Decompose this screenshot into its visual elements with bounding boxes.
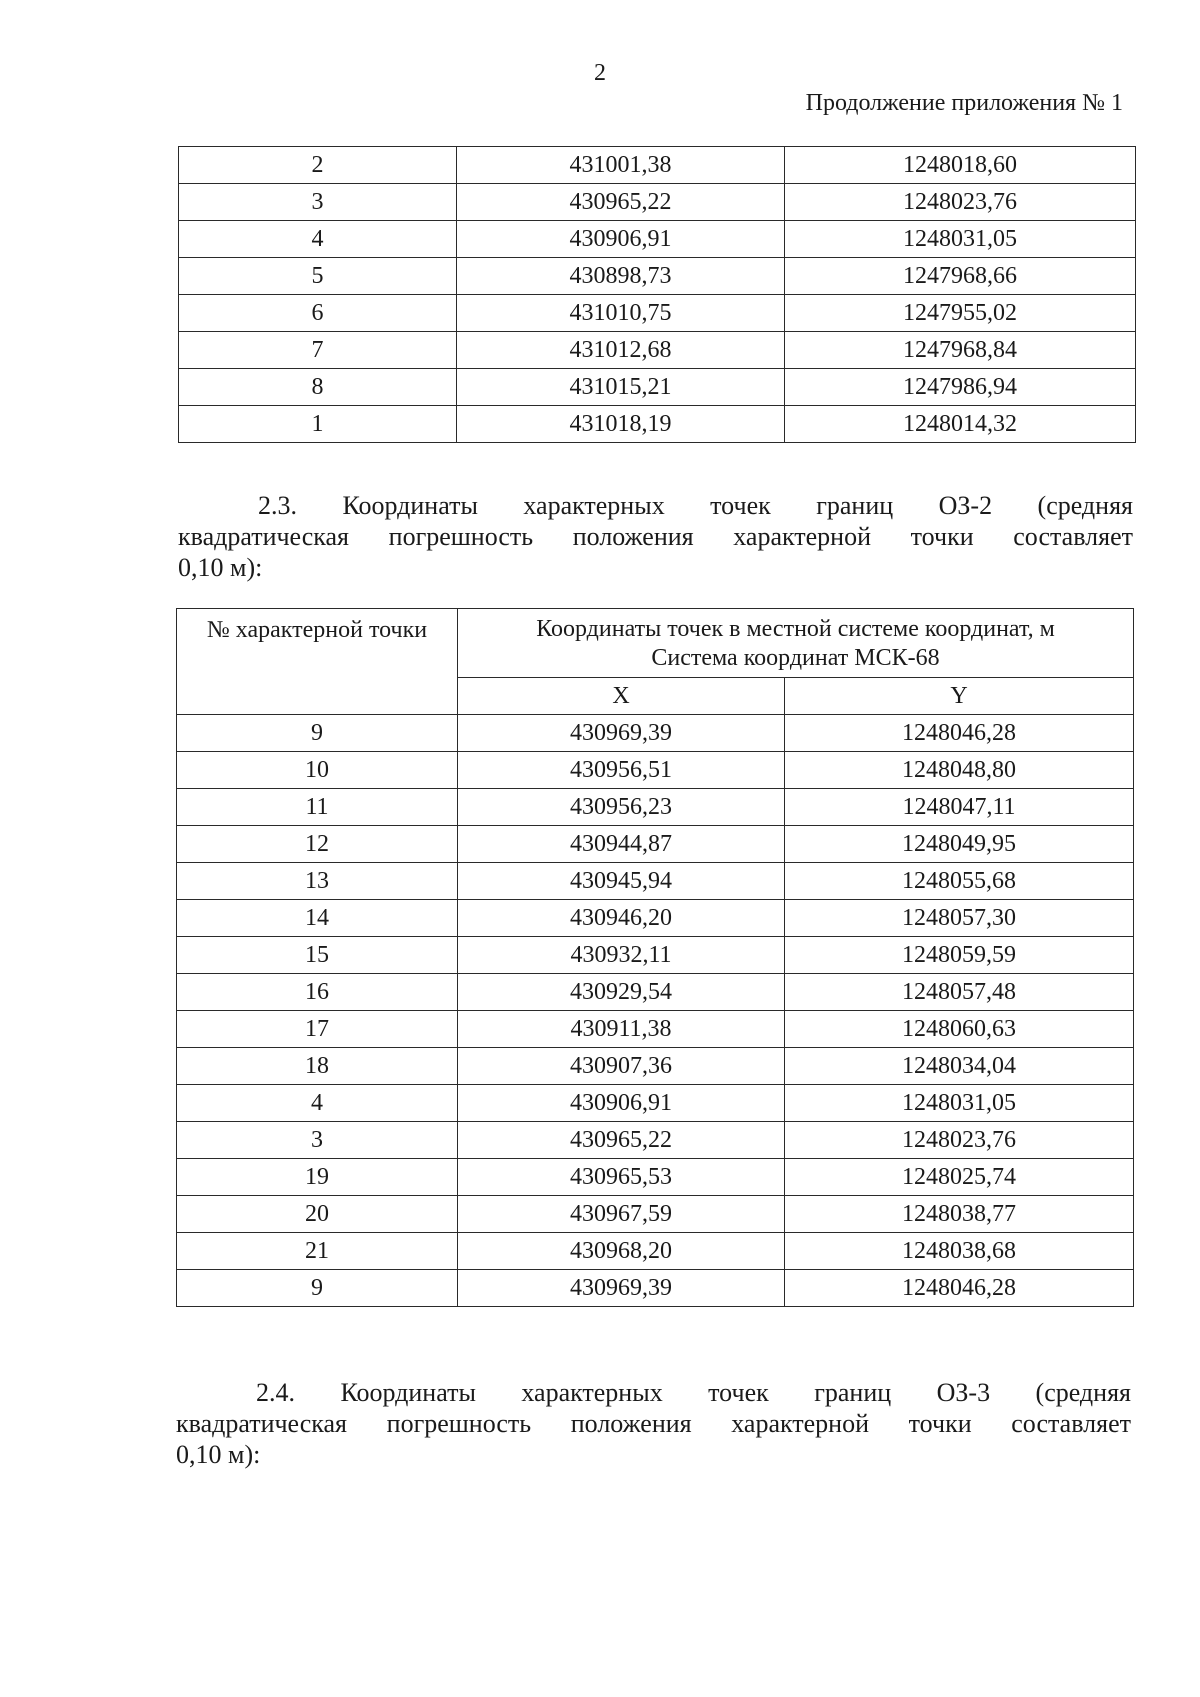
y-coordinate-cell: 1248023,76 (785, 1122, 1134, 1159)
x-coordinate-cell: 431015,21 (457, 369, 785, 406)
point-number-cell: 16 (177, 974, 458, 1011)
header-y: Y (785, 678, 1134, 715)
x-coordinate-cell: 431010,75 (457, 295, 785, 332)
point-number-cell: 15 (177, 937, 458, 974)
point-number-cell: 12 (177, 826, 458, 863)
point-number-cell: 20 (177, 1196, 458, 1233)
coordinates-table-oz1-body (179, 147, 1136, 443)
table-row (177, 863, 1134, 900)
point-number-cell: 4 (179, 221, 457, 258)
table-row (177, 937, 1134, 974)
x-coordinate-cell: 430907,36 (458, 1048, 785, 1085)
x-coordinate-cell: 430956,23 (458, 789, 785, 826)
y-coordinate-cell: 1248048,80 (785, 752, 1134, 789)
point-number-cell: 2 (179, 147, 457, 184)
point-number-cell: 5 (179, 258, 457, 295)
point-number-cell: 10 (177, 752, 458, 789)
table-row (177, 1122, 1134, 1159)
y-coordinate-cell: 1248031,05 (785, 221, 1136, 258)
table-row (177, 1196, 1134, 1233)
y-coordinate-cell: 1248057,30 (785, 900, 1134, 937)
header-x: X (458, 678, 785, 715)
table-row (177, 1159, 1134, 1196)
table-row (177, 1233, 1134, 1270)
table-row (179, 184, 1136, 221)
y-coordinate-cell: 1248038,68 (785, 1233, 1134, 1270)
y-coordinate-cell: 1248018,60 (785, 147, 1136, 184)
header-point-number: № характерной точки (177, 609, 458, 715)
section-2-4-line: 0,10 м): (176, 1440, 261, 1469)
table-row (179, 147, 1136, 184)
point-number-cell: 19 (177, 1159, 458, 1196)
point-number-cell: 4 (177, 1085, 458, 1122)
y-coordinate-cell: 1248046,28 (785, 715, 1134, 752)
point-number-cell: 6 (179, 295, 457, 332)
y-coordinate-cell: 1248034,04 (785, 1048, 1134, 1085)
y-coordinate-cell: 1248047,11 (785, 789, 1134, 826)
point-number-cell: 7 (179, 332, 457, 369)
x-coordinate-cell: 430944,87 (458, 826, 785, 863)
section-2-3-line: 0,10 м): (178, 553, 263, 582)
y-coordinate-cell: 1247968,84 (785, 332, 1136, 369)
y-coordinate-cell: 1248014,32 (785, 406, 1136, 443)
section-2-4-line: 2.4. Координаты характерных точек границ ОЗ-3 (средняя (256, 1378, 1131, 1407)
point-number-cell: 8 (179, 369, 457, 406)
table-row (179, 295, 1136, 332)
x-coordinate-cell: 430932,11 (458, 937, 785, 974)
header-coordinates-line2: Система координат МСК-68 (651, 645, 940, 671)
y-coordinate-cell: 1248031,05 (785, 1085, 1134, 1122)
appendix-caption: Продолжение приложения № 1 (805, 90, 1123, 116)
x-coordinate-cell: 430945,94 (458, 863, 785, 900)
point-number-cell: 11 (177, 789, 458, 826)
point-number-cell: 21 (177, 1233, 458, 1270)
table-row (179, 369, 1136, 406)
x-coordinate-cell: 430929,54 (458, 974, 785, 1011)
x-coordinate-cell: 431012,68 (457, 332, 785, 369)
point-number-cell: 17 (177, 1011, 458, 1048)
table-row (179, 221, 1136, 258)
y-coordinate-cell: 1247955,02 (785, 295, 1136, 332)
section-2-3-line: квадратическая погрешность положения характерной точки составляет (178, 522, 1133, 551)
header-coordinates-line1: Координаты точек в местной системе координат, м (536, 616, 1055, 642)
x-coordinate-cell: 430967,59 (458, 1196, 785, 1233)
y-coordinate-cell: 1248059,59 (785, 937, 1134, 974)
x-coordinate-cell: 430969,39 (458, 715, 785, 752)
table-row (177, 789, 1134, 826)
table-row (177, 826, 1134, 863)
x-coordinate-cell: 430968,20 (458, 1233, 785, 1270)
section-2-4-paragraph (176, 1377, 1131, 1470)
table-row (179, 332, 1136, 369)
y-coordinate-cell: 1248055,68 (785, 863, 1134, 900)
coordinates-table-oz2-body (177, 715, 1134, 1307)
y-coordinate-cell: 1248057,48 (785, 974, 1134, 1011)
table-row (177, 1085, 1134, 1122)
y-coordinate-cell: 1248049,95 (785, 826, 1134, 863)
y-coordinate-cell: 1247986,94 (785, 369, 1136, 406)
x-coordinate-cell: 430906,91 (457, 221, 785, 258)
table-row (177, 1270, 1134, 1307)
point-number-cell: 3 (177, 1122, 458, 1159)
table-row (177, 752, 1134, 789)
y-coordinate-cell: 1248025,74 (785, 1159, 1134, 1196)
y-coordinate-cell: 1248023,76 (785, 184, 1136, 221)
table-row (177, 900, 1134, 937)
point-number-cell: 9 (177, 715, 458, 752)
page-number: 2 (594, 60, 606, 86)
x-coordinate-cell: 430965,22 (457, 184, 785, 221)
x-coordinate-cell: 431018,19 (457, 406, 785, 443)
point-number-cell: 18 (177, 1048, 458, 1085)
x-coordinate-cell: 430956,51 (458, 752, 785, 789)
x-coordinate-cell: 430911,38 (458, 1011, 785, 1048)
x-coordinate-cell: 430965,53 (458, 1159, 785, 1196)
point-number-cell: 9 (177, 1270, 458, 1307)
section-2-3-paragraph (178, 490, 1133, 583)
table-row (179, 258, 1136, 295)
point-number-cell: 1 (179, 406, 457, 443)
x-coordinate-cell: 430965,22 (458, 1122, 785, 1159)
y-coordinate-cell: 1248046,28 (785, 1270, 1134, 1307)
point-number-cell: 13 (177, 863, 458, 900)
point-number-cell: 14 (177, 900, 458, 937)
x-coordinate-cell: 430898,73 (457, 258, 785, 295)
table-row (177, 1048, 1134, 1085)
x-coordinate-cell: 430906,91 (458, 1085, 785, 1122)
y-coordinate-cell: 1248060,63 (785, 1011, 1134, 1048)
coordinates-table-oz2 (176, 608, 1134, 1307)
y-coordinate-cell: 1248038,77 (785, 1196, 1134, 1233)
header-coordinates (458, 609, 1134, 678)
section-2-4-line: квадратическая погрешность положения характерной точки составляет (176, 1409, 1131, 1438)
table-row (179, 406, 1136, 443)
coordinates-table-oz1-continued (178, 146, 1136, 443)
x-coordinate-cell: 430946,20 (458, 900, 785, 937)
point-number-cell: 3 (179, 184, 457, 221)
x-coordinate-cell: 431001,38 (457, 147, 785, 184)
x-coordinate-cell: 430969,39 (458, 1270, 785, 1307)
table-row (177, 715, 1134, 752)
section-2-3-line: 2.3. Координаты характерных точек границ ОЗ-2 (средняя (258, 491, 1133, 520)
y-coordinate-cell: 1247968,66 (785, 258, 1136, 295)
table-row (177, 974, 1134, 1011)
table-row (177, 1011, 1134, 1048)
